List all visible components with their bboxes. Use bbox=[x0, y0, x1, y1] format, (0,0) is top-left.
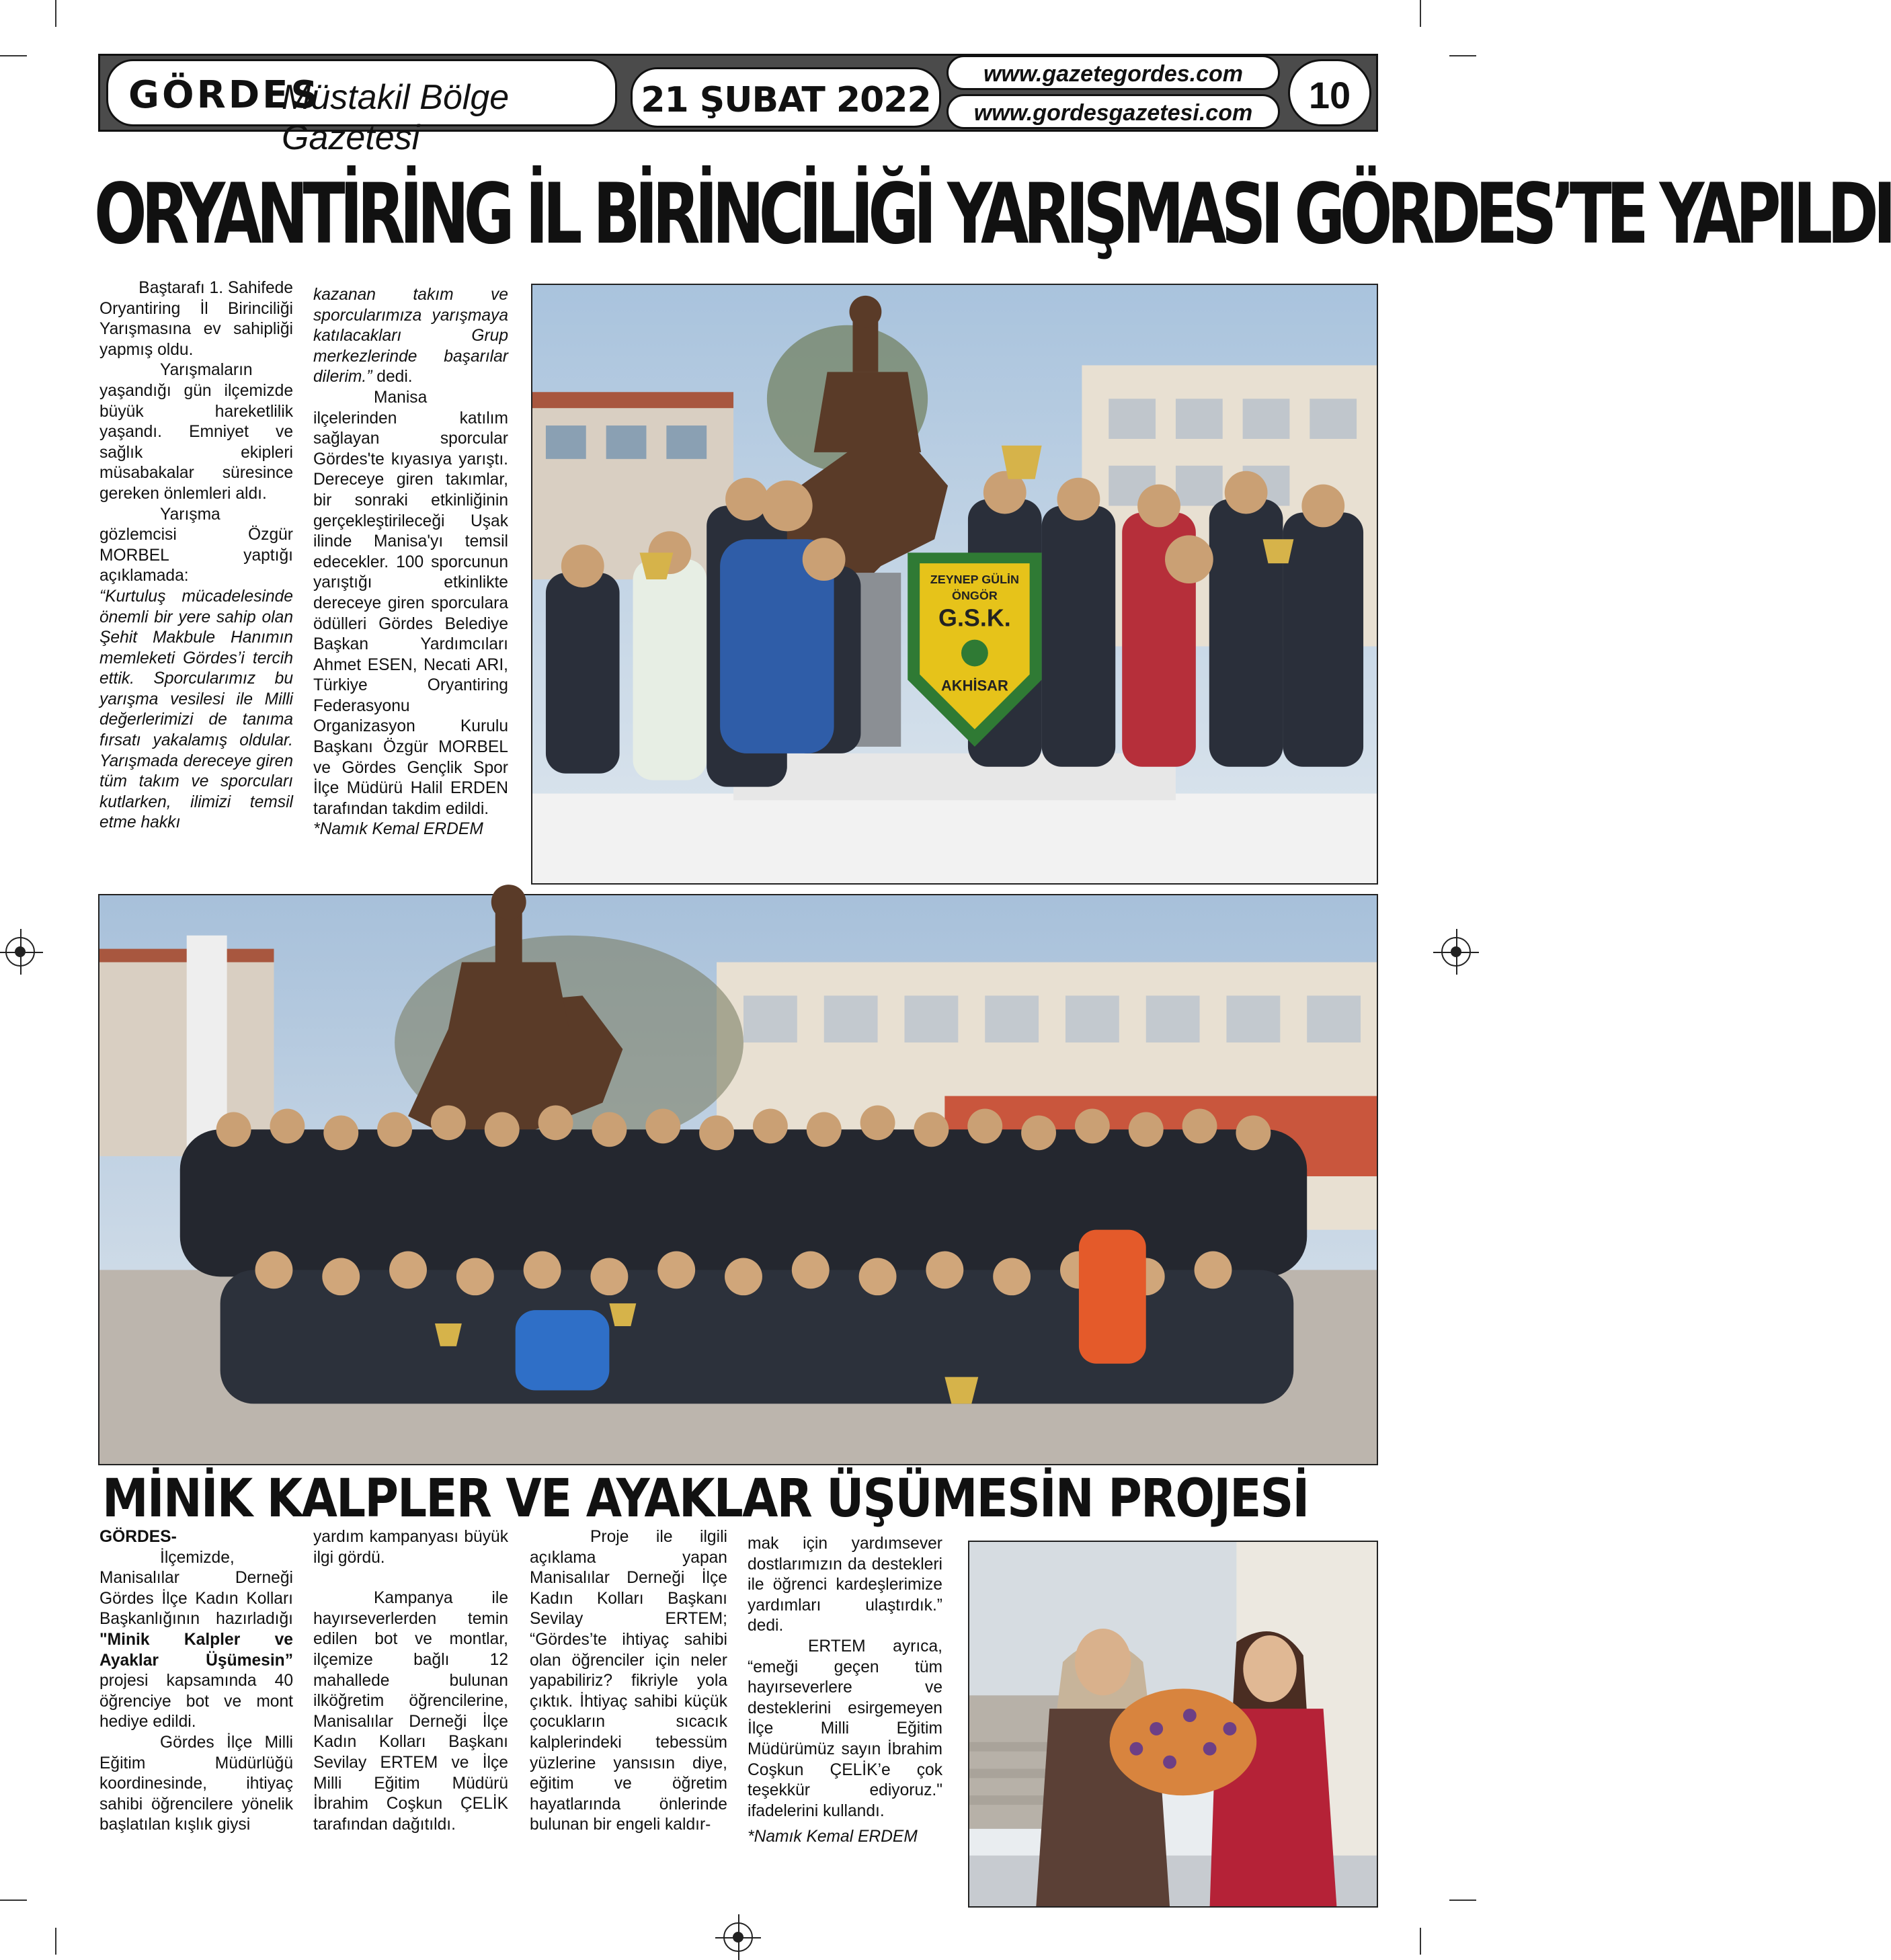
paragraph: Yarışma gözlemcisi Özgür MORBEL yaptığı açıklamada: bbox=[99, 505, 293, 585]
byline: *Namık Kemal ERDEM bbox=[313, 820, 483, 839]
crop-mark bbox=[1420, 1928, 1421, 1955]
paragraph: Gördes İlçe Milli Eğitim Müdürlüğü koordinesinde, ihtiyaç sahibi öğrencilere yönelik başlatılan kışlık giysi bbox=[99, 1733, 293, 1834]
paragraph: ERTEM ayrıca, “emeği geçen tüm hayırseverlere ve desteklerini esirgemeyen İlçe Milli Eğitim Müdürümüz sayın İbrahim Coşkun ÇELİK’e çok teşekkür ediyoruz." ifadelerini kullandı. bbox=[748, 1637, 942, 1820]
dateline: GÖRDES- bbox=[99, 1528, 177, 1546]
crop-mark bbox=[1449, 55, 1476, 56]
article2-headline: MİNİK KALPLER VE AYAKLAR ÜŞÜMESİN PROJESİ bbox=[102, 1469, 1309, 1529]
brand-subtitle: Müstakil Bölge Gazetesi bbox=[282, 78, 510, 157]
crop-mark bbox=[0, 1900, 27, 1901]
registration-mark-right bbox=[1441, 937, 1471, 967]
registration-mark-bottom bbox=[723, 1922, 753, 1952]
website-2 bbox=[947, 94, 1280, 129]
crop-mark bbox=[55, 1928, 56, 1955]
website-1 bbox=[947, 55, 1280, 90]
paragraph: Yarışmaların yaşandığı gün ilçemizde büyük hareketlilik yaşandı. Emniyet ve sağlık ekipleri müsabakalar süresince gereken önlemleri aldı. bbox=[99, 361, 293, 503]
brand-name: GÖRDES bbox=[128, 73, 321, 117]
byline: *Namık Kemal ERDEM bbox=[748, 1828, 918, 1846]
project-name: "Minik Kalpler ve Ayaklar Üşümesin” bbox=[99, 1630, 293, 1670]
quote-end: kazanan takım ve sporcularımıza yarışmaya katılacakları Grup merkezlerinde başarılar dilerim.” bbox=[313, 286, 508, 386]
article2-column-2 bbox=[313, 1527, 508, 1835]
paragraph: Manisa ilçelerinden katılım sağlayan sporcular Gördes'te kıyasıya yarıştı. Dereceye giren takımlar, bir sonraki etkinliğinin gerçekleştirileceği Uşak ilinde Manisa'yı temsil edecekler. 100 sporcunun yarıştığı etkinlikte dereceye giren sporculara ödülleri Gördes Belediye Başkan Yardımcıları Ahmet ESEN, Necati ARI, Türkiye Oryantiring Federasyonu Organizasyon Kurulu Başkanı Özgür MORBEL ve Gördes Gençlik Spor İlçe Müdürü Halil ERDEN tarafından takdim edildi. bbox=[313, 388, 508, 818]
page-number-text: 10 bbox=[1308, 74, 1351, 116]
page-number bbox=[1288, 59, 1371, 126]
quote-tail: dedi. bbox=[372, 368, 413, 386]
registration-mark-left bbox=[5, 937, 35, 967]
paragraph: yardım kampanyası büyük ilgi gördü. bbox=[313, 1528, 508, 1567]
crop-mark bbox=[0, 55, 27, 56]
donation-photo bbox=[968, 1541, 1378, 1908]
article1-column-1 bbox=[99, 278, 293, 833]
paragraph: Oryantiring İl Birinciliği Yarışmasına ev sahipliği yapmış oldu. bbox=[99, 299, 293, 359]
crop-mark bbox=[1420, 0, 1421, 27]
paragraph: Kampanya ile hayırseverlerden temin edilen bot ve montlar, ilçemize bağlı 12 mahallede bulunan ilköğretim öğrencilerine, Manisalılar Derneği İlçe Kadın Kolları Başkanı Sevilay ERTEM ve İlçe Milli Eğitim Müdürü İbrahim Coşkun ÇELİK tarafından dağıtıldı. bbox=[313, 1589, 508, 1834]
pennant-text: AKHİSAR bbox=[940, 677, 1008, 694]
paragraph: mak için yardımsever dostlarımızın da destekleri ile öğrenci kardeşlerimize yardımları ulaştırdık.” dedi. bbox=[748, 1535, 942, 1635]
text-span: İlçemizde, Manisalılar Derneği Gördes İlçe Kadın Kolları Başkanlığının hazırladığı bbox=[99, 1548, 293, 1629]
pennant-text: ZEYNEP GÜLİN bbox=[930, 573, 1020, 587]
pennant-text: ÖNGÖR bbox=[952, 588, 998, 602]
quote: “Kurtuluş mücadelesinde önemli bir yere sahip olan Şehit Makbule Hanımın memleketi Gördes’i tercih ettik. Sporcularımız bu yarışma vesilesi ile Milli değerlerimizi de tanıma fırsatı yakalamış oldular. Yarışmada dereceye giren tüm takım ve sporcuları kutlarken, ilimizi temsil etme hakkı bbox=[99, 587, 293, 832]
issue-date bbox=[631, 67, 941, 128]
issue-date-text: 21 ŞUBAT 2022 bbox=[641, 80, 931, 120]
crop-mark bbox=[1449, 1900, 1476, 1901]
masthead-brand bbox=[106, 59, 617, 157]
article1-headline: ORYANTİRİNG İL BİRİNCİLİĞİ YARIŞMASI GÖRDES’TE YAPILDI bbox=[94, 166, 1891, 263]
crop-mark bbox=[55, 0, 56, 27]
podium-photo bbox=[531, 284, 1378, 885]
article2-column-1 bbox=[99, 1527, 293, 1836]
continued-note: Baştarafı 1. Sahifede bbox=[138, 279, 293, 297]
group-photo bbox=[98, 894, 1378, 1465]
website-2-text: www.gordesgazetesi.com bbox=[973, 100, 1253, 126]
text-span: projesi kapsamında 40 öğrenciye bot ve mont hediye edildi. bbox=[99, 1672, 293, 1731]
article2-column-3 bbox=[530, 1527, 727, 1836]
article1-column-2 bbox=[313, 285, 508, 840]
article2-column-4 bbox=[748, 1534, 942, 1848]
website-1-text: www.gazetegordes.com bbox=[983, 61, 1244, 87]
pennant-text: G.S.K. bbox=[938, 604, 1011, 632]
paragraph: Proje ile ilgili açıklama yapan Manisalılar Derneği İlçe Kadın Kolları Başkanı Sevilay ERTEM; “Gördes’te ihtiyaç sahibi olan öğrenciler için neler yapabiliriz? fikriyle yola çıktık. İhtiyaç sahibi küçük çocukların sıcacık kalplerindeki tebessüm yüzlerine yansısın diye, eğitim ve öğretim hayatlarında önlerinde bulunan bir engeli kaldır- bbox=[530, 1528, 727, 1834]
